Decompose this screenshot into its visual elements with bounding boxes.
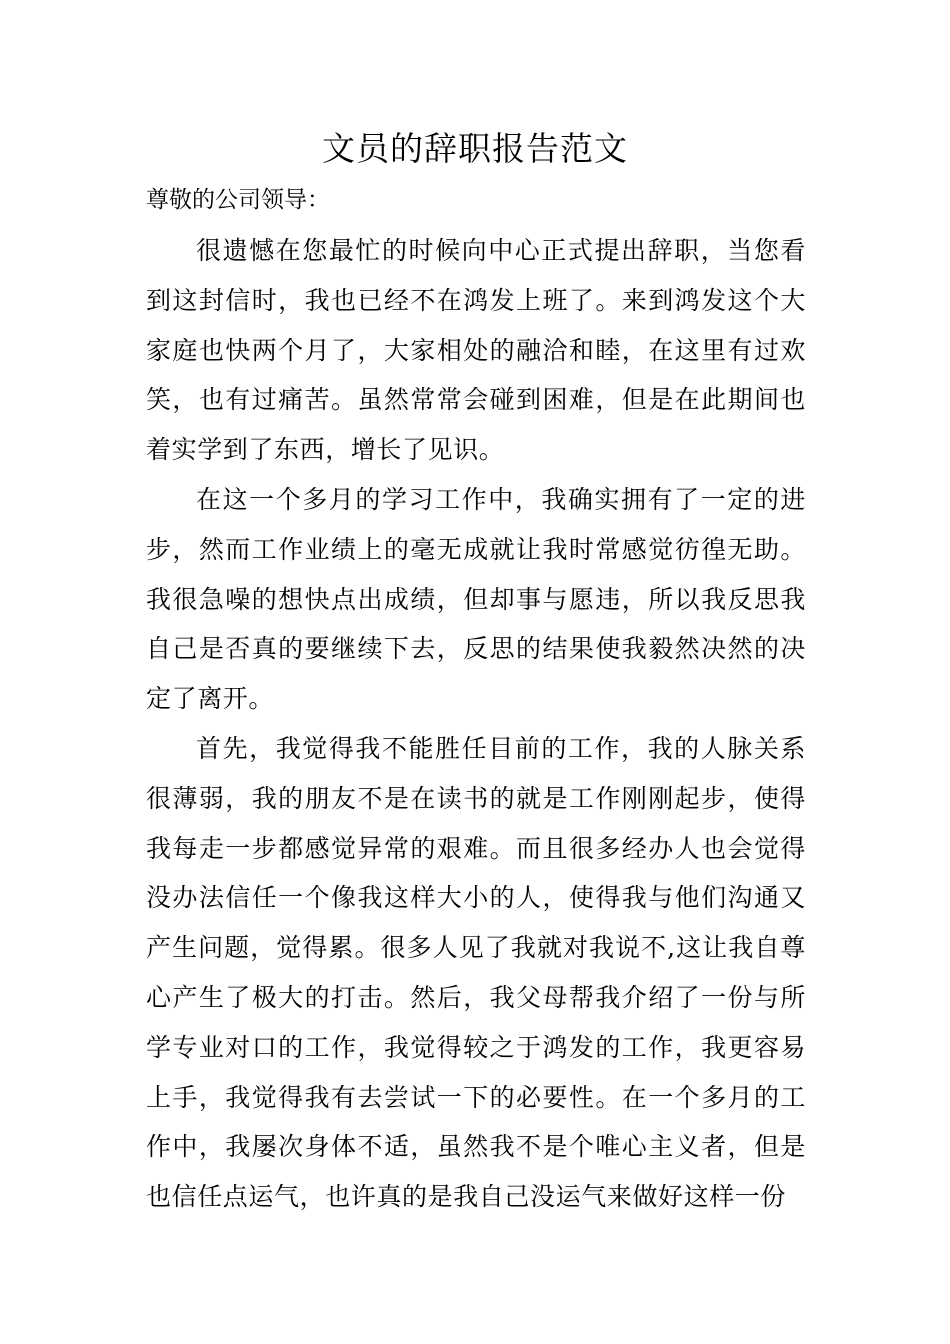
document-title: 文员的辞职报告范文 bbox=[322, 129, 628, 168]
document-body bbox=[146, 226, 806, 1222]
salutation: 尊敬的公司领导： bbox=[146, 187, 330, 213]
paragraph-2: 在这一个多月的学习工作中，我确实拥有了一定的进步，然而工作业绩上的毫无成就让我时常感觉彷徨无助。我很急噪的想快点出成绩，但却事与愿违，所以我反思我自己是否真的要继续下去，反思的结果使我毅然决然的决定了离开。 bbox=[146, 484, 806, 714]
paragraph-3: 首先，我觉得我不能胜任目前的工作，我的人脉关系很薄弱，我的朋友不是在读书的就是工作刚刚起步，使得我每走一步都感觉异常的艰难。而且很多经办人也会觉得没办法信任一个像我这样大小的人，使得我与他们沟通又产生问题，觉得累。很多人见了我就对我说不,这让我自尊心产生了极大的打击。然后，我父母帮我介绍了一份与所学专业对口的工作，我觉得较之于鸿发的工作，我更容易上手，我觉得我有去尝试一下的必要性。在一个多月的工作中，我屡次身体不适，虽然我不是个唯心主义者，但是也信任点运气，也许真的是我自己没运气来做好这样一份 bbox=[146, 733, 806, 1212]
paragraph-1: 很遗憾在您最忙的时候向中心正式提出辞职，当您看到这封信时，我也已经不在鸿发上班了。来到鸿发这个大家庭也快两个月了，大家相处的融洽和睦，在这里有过欢笑，也有过痛苦。虽然常常会碰到困难，但是在此期间也着实学到了东西，增长了见识。 bbox=[146, 236, 806, 465]
